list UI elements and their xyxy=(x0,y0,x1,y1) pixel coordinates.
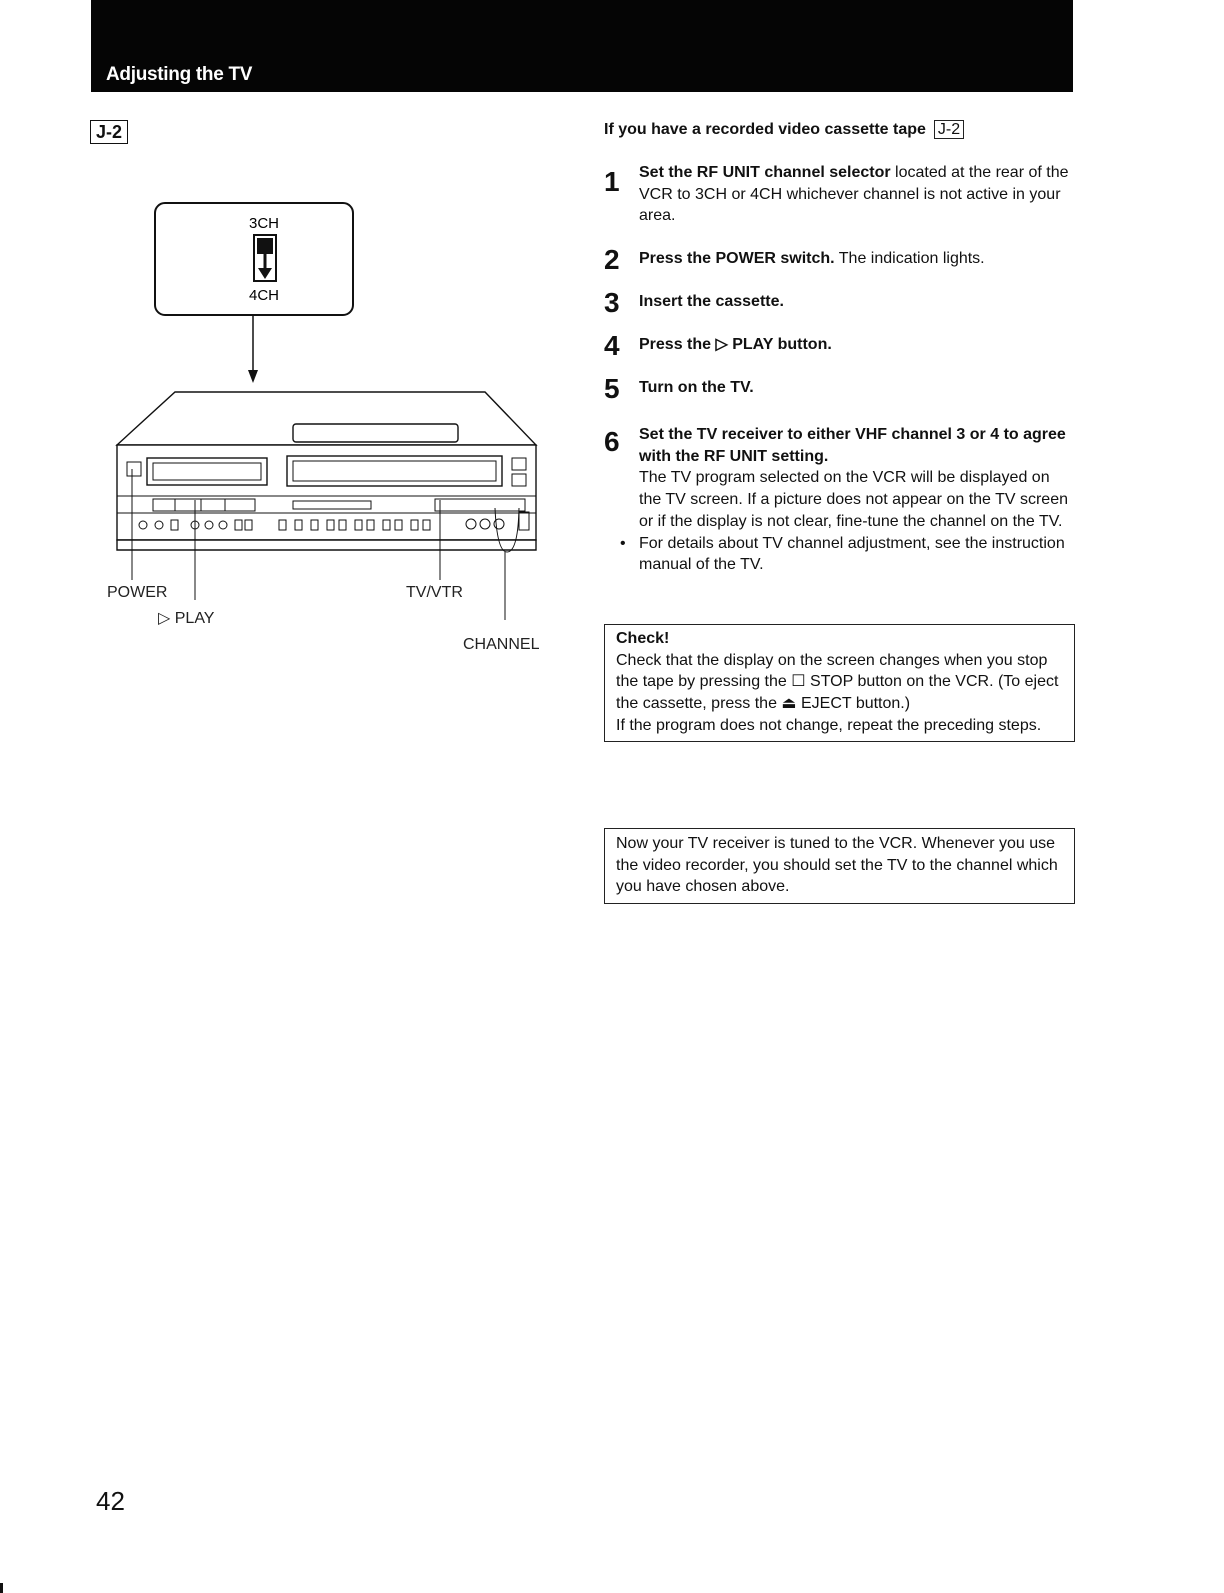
step-1 xyxy=(604,162,1074,227)
step-5 xyxy=(604,373,1074,404)
check-box-title: Check! xyxy=(616,630,670,647)
label-tvvtr: TV/VTR xyxy=(406,584,463,601)
label-play: ▷ PLAY xyxy=(158,610,215,627)
step-number: 2 xyxy=(604,244,620,275)
check-box-line1: Check that the display on the screen changes when you stop the tape by pressing the ☐ STOP button on the VCR. (To eject the cassette, press the ⏏ EJECT button.) xyxy=(616,651,1059,713)
note-box xyxy=(604,828,1075,904)
instructions xyxy=(604,120,1074,574)
step-bold: Set the RF UNIT channel selector xyxy=(639,164,891,181)
bullet-text: For details about TV channel adjustment, see the instruction manual of the TV. xyxy=(639,534,1065,574)
vcr-diagram xyxy=(95,190,555,620)
note-box-text: Now your TV receiver is tuned to the VCR. Whenever you use the video recorder, you should set the TV to the channel which you have chosen above. xyxy=(616,835,1058,896)
step-4 xyxy=(604,330,1074,361)
step-text: located at the rear of the VCR to 3CH or 4CH whichever channel is not active in your area. xyxy=(639,164,1069,225)
label-channel: CHANNEL xyxy=(463,636,540,653)
section-heading-text: If you have a recorded video cassette tape xyxy=(604,121,926,138)
step-number: 4 xyxy=(604,330,620,361)
step-3 xyxy=(604,287,1074,318)
step-2 xyxy=(604,244,1074,275)
section-heading-tag: J-2 xyxy=(934,120,964,139)
step-bold: Turn on the TV. xyxy=(639,379,754,396)
selector-3ch-label: 3CH xyxy=(248,215,280,232)
label-power: POWER xyxy=(107,584,168,601)
selector-4ch-label: 4CH xyxy=(248,287,280,304)
step-text: The TV program selected on the VCR will be displayed on the TV screen. If a picture does not appear on the TV screen or if the display is not clear, fine-tune the channel on the TV. xyxy=(639,469,1068,530)
figure-tag: J-2 xyxy=(90,120,128,144)
page-title: Adjusting the TV xyxy=(106,64,253,85)
step-6 xyxy=(604,424,1074,576)
cassette-slot xyxy=(147,458,267,485)
step-bold: Insert the cassette. xyxy=(639,293,784,310)
section-heading xyxy=(604,120,1074,139)
step-number: 5 xyxy=(604,373,620,404)
step-number: 6 xyxy=(604,426,620,457)
page-number: 42 xyxy=(96,1486,125,1516)
step-bullet xyxy=(620,533,1074,576)
margin-mark xyxy=(0,1583,3,1593)
step-number: 3 xyxy=(604,287,620,318)
step-number: 1 xyxy=(604,166,620,197)
step-text: The indication lights. xyxy=(834,250,985,267)
bullet-icon: • xyxy=(620,534,626,552)
step-bold: Press the POWER switch. xyxy=(639,250,835,267)
step-bold: Press the ▷ PLAY button. xyxy=(639,336,832,353)
check-box-line2: If the program does not change, repeat the preceding steps. xyxy=(616,716,1042,734)
check-box xyxy=(604,624,1075,742)
step-bold: Set the TV receiver to either VHF channel 3 or 4 to agree with the RF UNIT setting. xyxy=(639,426,1066,465)
